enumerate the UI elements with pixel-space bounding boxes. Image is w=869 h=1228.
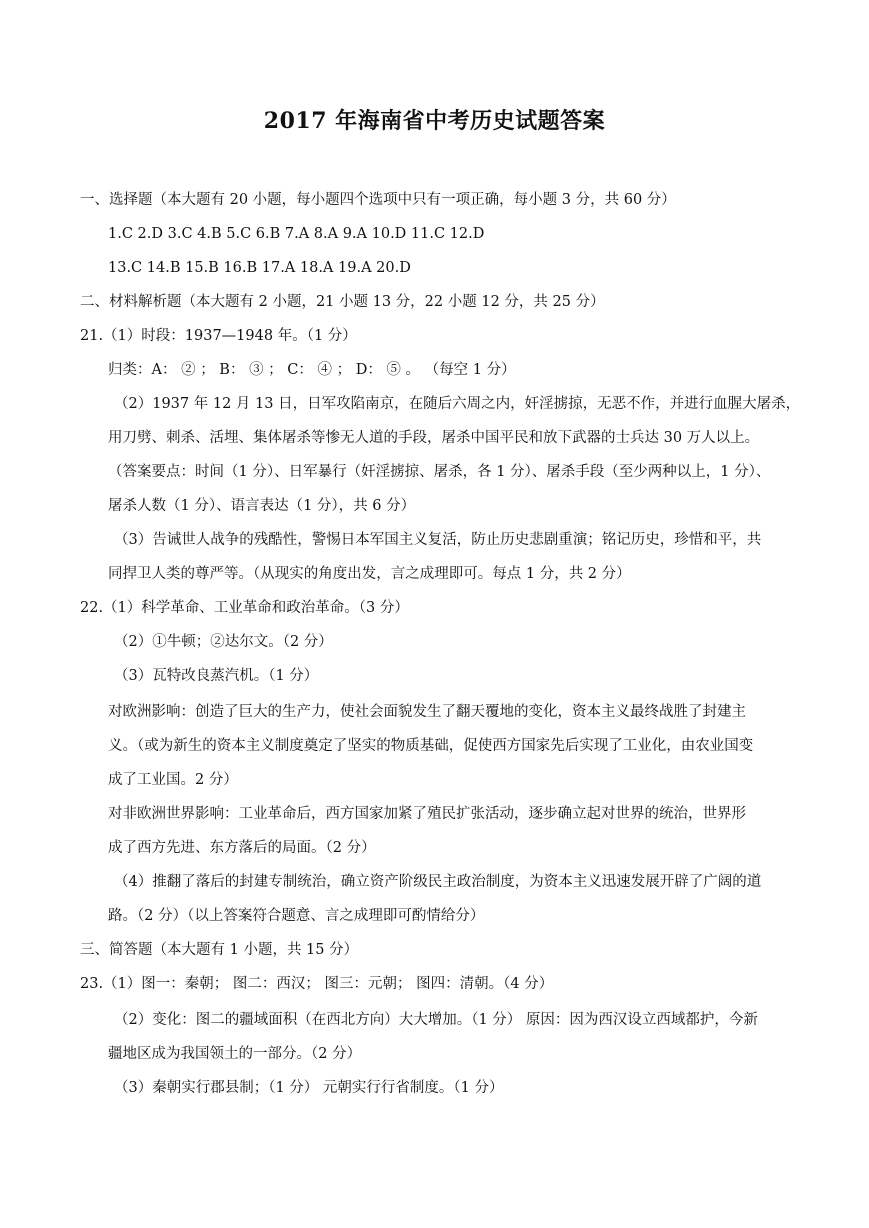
q23-part2-line1: （2）变化：图二的疆域面积（在西北方向）大大增加。（1 分） 原因：因为西汉设立西域都护，今新	[114, 1012, 758, 1028]
q22-part4-line1: （4）推翻了落后的封建专制统治，确立资产阶级民主政治制度，为资本主义迅速发展开辟了广阔的道	[114, 874, 762, 890]
q21-part2-line1: （2）1937 年 12 月 13 日，日军攻陷南京，在随后六周之内，奸淫掳掠，无恶不作，并进行血腥大屠杀，	[114, 396, 801, 412]
q22-part1: 22.（1）科学革命、工业革命和政治革命。（3 分）	[80, 600, 409, 616]
section-heading-material: 二、材料解析题（本大题有 2 小题，21 小题 13 分，22 小题 12 分，共 25 分）	[80, 294, 605, 310]
q21-part2-line2: 用刀劈、刺杀、活埋、集体屠杀等惨无人道的手段，屠杀中国平民和放下武器的士兵达 30 万人以上。	[108, 430, 760, 446]
section-heading-short-answer: 三、简答题（本大题有 1 小题，共 15 分）	[80, 942, 359, 958]
q21-part3-line2: 同捍卫人类的尊严等。（从现实的角度出发，言之成理即可。每点 1 分，共 2 分）	[108, 566, 631, 582]
q21-part1: 21.（1）时段：1937—1948 年。（1 分）	[80, 328, 357, 344]
q23-part2-line2: 疆地区成为我国领土的一部分。（2 分）	[108, 1046, 362, 1062]
q22-europe-impact-line2: 义。（或为新生的资本主义制度奠定了坚实的物质基础，促使西方国家先后实现了工业化，由农业国变	[108, 738, 754, 754]
q23-part1: 23.（1）图一：秦朝； 图二：西汉； 图三：元朝； 图四：清朝。（4 分）	[80, 976, 554, 992]
q21-classification: 归类：A： ② ； B： ③ ； C： ④ ； D： ⑤ 。 （每空 1 分）	[108, 362, 516, 378]
q22-europe-impact-line3: 成了工业国。2 分）	[108, 772, 238, 788]
q22-part3: （3）瓦特改良蒸汽机。（1 分）	[114, 668, 319, 684]
q22-world-impact-line1: 对非欧洲世界影响：工业革命后，西方国家加紧了殖民扩张活动，逐步确立起对世界的统治，世界形	[108, 806, 746, 822]
q21-part2-note-line2: 屠杀人数（1 分）、语言表达（1 分），共 6 分）	[108, 498, 416, 514]
answer-row-1: 1.C 2.D 3.C 4.B 5.C 6.B 7.A 8.A 9.A 10.D 11.C 12.D	[108, 226, 485, 242]
q21-part3-line1: （3）告诫世人战争的残酷性，警惕日本军国主义复活，防止历史悲剧重演；铭记历史，珍惜和平，共	[114, 532, 762, 548]
q23-part3: （3）秦朝实行郡县制；（1 分） 元朝实行行省制度。（1 分）	[114, 1080, 504, 1096]
q22-europe-impact-line1: 对欧洲影响：创造了巨大的生产力，使社会面貌发生了翻天覆地的变化，资本主义最终战胜了封建主	[108, 704, 746, 720]
q22-world-impact-line2: 成了西方先进、东方落后的局面。（2 分）	[108, 840, 376, 856]
q22-part2: （2）①牛顿；②达尔文。（2 分）	[114, 634, 333, 650]
section-heading-choice: 一、选择题（本大题有 20 小题，每小题四个选项中只有一项正确，每小题 3 分，共 60 分）	[80, 192, 676, 208]
answer-row-2: 13.C 14.B 15.B 16.B 17.A 18.A 19.A 20.D	[108, 260, 411, 276]
q22-part4-line2: 路。（2 分）（以上答案符合题意、言之成理即可酌情给分）	[108, 908, 485, 924]
page-title: 2017 年海南省中考历史试题答案	[263, 108, 606, 134]
q21-part2-note-line1: （答案要点：时间（1 分）、日军暴行（奸淫掳掠、屠杀，各 1 分）、屠杀手段（至少两种以上，1 分）、	[108, 464, 771, 480]
